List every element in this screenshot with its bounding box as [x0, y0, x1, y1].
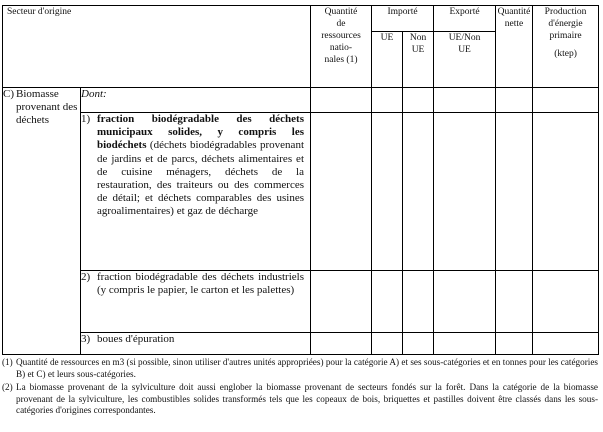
- item-3: [81, 333, 311, 355]
- header-non-ue-l1: Non: [409, 33, 427, 43]
- footnote-2: [2, 382, 598, 417]
- header-non-ue-l2: UE: [411, 45, 425, 55]
- header-quantity-l4: natio-: [329, 43, 353, 53]
- header-non-ue: [403, 32, 434, 88]
- footnote-2-text: La biomasse provenant de la sylviculture doit aussi englober la biomasse provenant de secteurs fondés sur la forêt. Dans la catégorie de la biomasse provenant de la sylviculture, les combustibles solides transformés tels que les copeaux de bois, briquettes et pastilles doivent être classés dans les sous-catégories d'origines correspondantes.: [16, 382, 598, 416]
- header-sector: Secteur d'origine: [3, 6, 311, 88]
- header-ue-non-ue-l2: UE: [458, 45, 471, 55]
- item-1: [81, 113, 311, 271]
- header-quantity-l3: ressources: [321, 31, 361, 41]
- footnotes: [2, 357, 598, 419]
- header-production-l2: d'énergie: [548, 19, 583, 29]
- footnote-1-mark: (1): [2, 357, 13, 367]
- footnote-2-mark: (2): [2, 382, 13, 393]
- item-2-text: fraction biodégradable des déchets industriels (y compris le papier, le carton et les palettes): [97, 271, 304, 297]
- sector-label: C): [3, 88, 14, 100]
- header-quantity-l1: Quantité: [324, 7, 358, 17]
- header-net: [496, 6, 533, 88]
- header-ue: UE: [372, 32, 403, 88]
- header-production-l1: Production: [544, 7, 587, 17]
- item-1-bold: fraction biodégradable des déchets municipaux solides, y compris les biodéchets: [97, 113, 304, 152]
- footnote-1: [2, 357, 598, 380]
- sector-cell: [3, 88, 81, 355]
- header-production-l3: primaire: [549, 31, 582, 41]
- header-ue-non-ue-l1: UE/Non: [448, 33, 481, 43]
- sector-title: Biomasse provenant des déchets: [16, 88, 78, 126]
- header-net-l1: Quantité: [497, 7, 531, 17]
- header-production: [533, 6, 599, 88]
- header-quantity-l2: de: [336, 19, 346, 29]
- header-ue-non-ue: [434, 32, 496, 88]
- dont-label: Dont:: [81, 88, 311, 113]
- header-quantity: [311, 6, 372, 88]
- header-net-l2: nette: [504, 19, 524, 29]
- header-imported: Importé: [372, 6, 434, 32]
- item-2: [81, 271, 311, 333]
- item-1-text: (déchets biodégradables provenant de jardins et de parcs, déchets alimentaires et de cuisine ménagers, déchets de la restauration, des traiteurs ou des commerces de détail; et déchets comparables des usines agroalimentaires) et gaz de décharge: [97, 139, 304, 218]
- header-exported: Exporté: [434, 6, 496, 32]
- energy-table: [2, 5, 599, 355]
- item-1-num: 1): [81, 113, 91, 125]
- header-quantity-l5: nales (1): [324, 55, 358, 65]
- item-3-num: 3): [81, 333, 91, 345]
- footnote-1-text: Quantité de ressources en m3 (si possible, sinon utiliser d'autres unités appropriées) pour la catégorie A) et ses sous-catégories et en tonnes pour les catégories B) et C) et leurs sous-catégories.: [16, 357, 598, 379]
- item-2-num: 2): [81, 271, 91, 283]
- header-production-ktep: (ktep): [554, 49, 577, 59]
- item-3-text: boues d'épuration: [97, 333, 175, 345]
